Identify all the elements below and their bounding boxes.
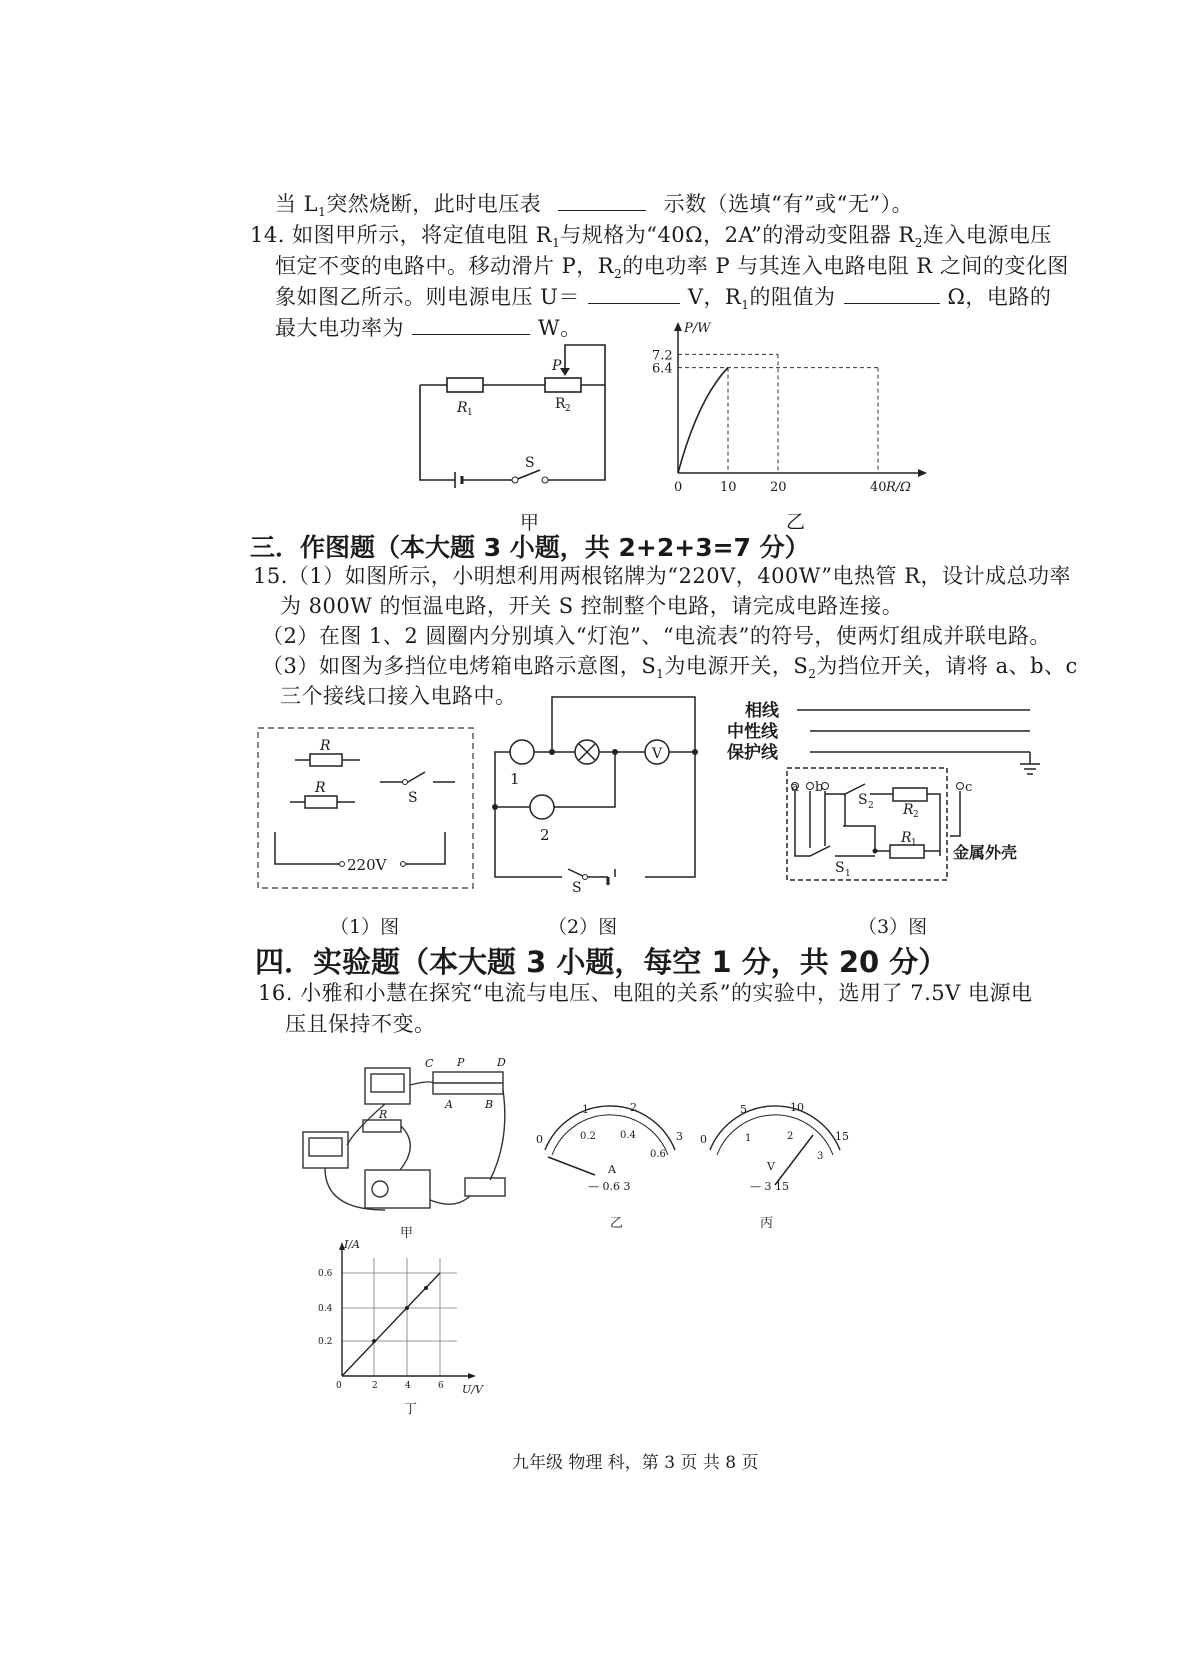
- power-curve: [678, 368, 728, 473]
- svg-text:0: 0: [336, 1381, 342, 1391]
- svg-text:1: 1: [845, 869, 851, 879]
- label-live-wire: 相线: [745, 701, 779, 721]
- svg-text:0.4: 0.4: [318, 1304, 333, 1314]
- q16-line-2: 压且保持不变。: [285, 1012, 436, 1036]
- svg-text:0: 0: [700, 1133, 707, 1146]
- q14-chart-yi: [640, 318, 930, 518]
- label-r1: R: [901, 830, 912, 846]
- y-axis-label: P/W: [684, 321, 711, 336]
- x-tick-label-0: 0: [674, 480, 683, 495]
- x-tick-label-2: 20: [770, 480, 787, 495]
- svg-text:1: 1: [745, 1133, 752, 1144]
- svg-text:15: 15: [835, 1130, 849, 1143]
- q15-line-3: （2）在图 1、2 圆圈内分别填入“灯泡”、“电流表”的符号，使两灯组成并联电路。: [262, 624, 1051, 648]
- label-metal-shell: 金属外壳: [953, 843, 1018, 862]
- x-tick-label-1: 10: [720, 480, 737, 495]
- svg-text:A: A: [608, 1163, 616, 1176]
- label-circle-1: 1: [510, 770, 520, 788]
- answer-blank-power[interactable]: [412, 333, 530, 335]
- label-r2: R: [903, 802, 914, 818]
- q16-line-1: 16. 小雅和小慧在探究“电流与电压、电阻的关系”的实验中，选用了 7.5V 电源电: [258, 981, 1033, 1005]
- svg-text:I/A: I/A: [344, 1238, 360, 1251]
- q15-line-4: （3）如图为多挡位电烤箱电路示意图，$S_1$为电源开关，$S_2$为挡位开关，请将 a、b、c: [262, 654, 1078, 682]
- label-r1: R: [457, 400, 468, 416]
- page-footer: 九年级 物理 科，第 3 页 共 8 页: [512, 1453, 759, 1473]
- svg-text:D: D: [497, 1056, 506, 1069]
- q15-line-1: 15.（1）如图所示，小明想利用两根铭牌为“220V，400W”电热管 R，设计成总功率: [253, 564, 1072, 588]
- caption-jia: 甲: [520, 512, 540, 534]
- y-tick-label-0: 6.4: [652, 361, 673, 377]
- x-axis-label: R/Ω: [886, 480, 911, 495]
- svg-text:R: R: [379, 1108, 388, 1121]
- label-ground-wire: 保护线: [727, 743, 778, 763]
- q14-line-3: 象如图乙所示。则电源电压 U＝ V，$R_1$的阻值为 Ω，电路的: [275, 285, 1052, 313]
- svg-text:A: A: [445, 1098, 453, 1111]
- svg-text:10: 10: [790, 1101, 804, 1114]
- svg-text:— 3 15: — 3 15: [750, 1180, 789, 1193]
- svg-text:P: P: [457, 1056, 465, 1069]
- label-s1: S: [835, 860, 845, 876]
- caption-q16-bing: 丙: [760, 1216, 774, 1231]
- svg-text:6: 6: [438, 1381, 444, 1391]
- caption-q16-jia: 甲: [400, 1226, 414, 1241]
- caption-fig-2: （2）图: [548, 916, 618, 938]
- svg-text:1: 1: [582, 1103, 589, 1116]
- q14-line-2: 恒定不变的电路中。移动滑片 P，$R_2$的电功率 P 与其连入电路电阻 R 之间的变化图: [275, 254, 1069, 282]
- label-s2: S: [858, 792, 868, 808]
- caption-fig-3: （3）图: [858, 916, 928, 938]
- svg-text:1: 1: [911, 838, 917, 848]
- label-r-top: R: [320, 738, 331, 754]
- svg-text:0.2: 0.2: [318, 1337, 333, 1347]
- x-axis-arrow: [918, 469, 927, 477]
- svg-text:c: c: [965, 780, 973, 795]
- svg-text:2: 2: [787, 1131, 794, 1142]
- section-4-title: 四．实验题（本大题 3 小题，每空 1 分，共 20 分）: [255, 945, 948, 979]
- q15-figure-2: [490, 692, 705, 892]
- svg-text:0.4: 0.4: [620, 1130, 636, 1141]
- label-p: P: [552, 358, 562, 374]
- svg-text:2: 2: [913, 810, 919, 820]
- q16-ammeter-yi: [530, 1095, 690, 1205]
- q15-figure-3: [725, 696, 1055, 891]
- x-tick-label-3: 40: [870, 480, 887, 495]
- svg-text:0: 0: [536, 1133, 543, 1146]
- q16-apparatus-jia: [285, 1050, 520, 1230]
- svg-text:C: C: [425, 1057, 434, 1070]
- q15-line-2: 为 800W 的恒温电路，开关 S 控制整个电路，请完成电路连接。: [280, 594, 904, 618]
- q15-line-5: 三个接线口接入电路中。: [280, 684, 517, 708]
- q14-line-4: 最大电功率为 W。: [275, 316, 582, 340]
- caption-yi: 乙: [786, 511, 806, 533]
- q16-voltmeter-bing: [695, 1095, 855, 1205]
- label-r2: R: [555, 396, 566, 412]
- svg-text:b: b: [815, 780, 824, 795]
- section-3-title: 三．作图题（本大题 3 小题，共 2+2+3=7 分）: [250, 533, 810, 562]
- label-s: S: [572, 880, 582, 892]
- q16-graph-ding: [312, 1238, 487, 1408]
- label-r-bottom: R: [315, 780, 326, 796]
- answer-blank-resistance[interactable]: [844, 302, 940, 304]
- y-tick-label-1: 7.2: [652, 348, 673, 364]
- label-circle-2: 2: [540, 826, 550, 844]
- caption-q16-ding: 丁: [404, 1402, 418, 1417]
- svg-text:a: a: [791, 780, 799, 795]
- svg-text:2: 2: [372, 1381, 378, 1391]
- label-220v: 220V: [347, 856, 387, 874]
- svg-text:U/V: U/V: [462, 1383, 483, 1396]
- svg-text:2: 2: [630, 1101, 637, 1114]
- svg-text:0.6: 0.6: [650, 1149, 666, 1160]
- svg-text:0.2: 0.2: [580, 1131, 596, 1142]
- svg-text:2: 2: [565, 404, 571, 414]
- label-s: S: [525, 455, 535, 471]
- q13-line: 当 $L_1$突然烧断，此时电压表 示数（选填“有”或“无”）。: [275, 192, 914, 220]
- svg-text:B: B: [485, 1098, 494, 1111]
- svg-text:4: 4: [405, 1381, 411, 1391]
- svg-text:— 0.6 3: — 0.6 3: [588, 1180, 631, 1193]
- svg-text:5: 5: [740, 1103, 747, 1116]
- q14-circuit-jia: [405, 340, 625, 500]
- label-voltmeter: V: [652, 746, 663, 762]
- svg-text:0.6: 0.6: [318, 1269, 333, 1279]
- label-s: S: [408, 790, 418, 806]
- caption-q16-yi: 乙: [610, 1216, 624, 1231]
- svg-text:3: 3: [676, 1130, 683, 1143]
- answer-blank-voltage[interactable]: [588, 302, 680, 304]
- caption-fig-1: （1）图: [330, 916, 400, 938]
- y-axis-arrow: [674, 322, 682, 331]
- answer-blank[interactable]: [558, 209, 646, 211]
- q15-figure-1: [255, 722, 480, 892]
- svg-text:V: V: [767, 1160, 775, 1173]
- svg-text:1: 1: [467, 408, 473, 418]
- q14-line-1: 14. 如图甲所示，将定值电阻 $R_1$与规格为“40Ω，2A”的滑动变阻器 $R_2$连入电源电压: [250, 223, 1052, 251]
- label-neutral-wire: 中性线: [727, 722, 778, 742]
- svg-text:3: 3: [817, 1151, 824, 1162]
- svg-text:2: 2: [868, 801, 874, 811]
